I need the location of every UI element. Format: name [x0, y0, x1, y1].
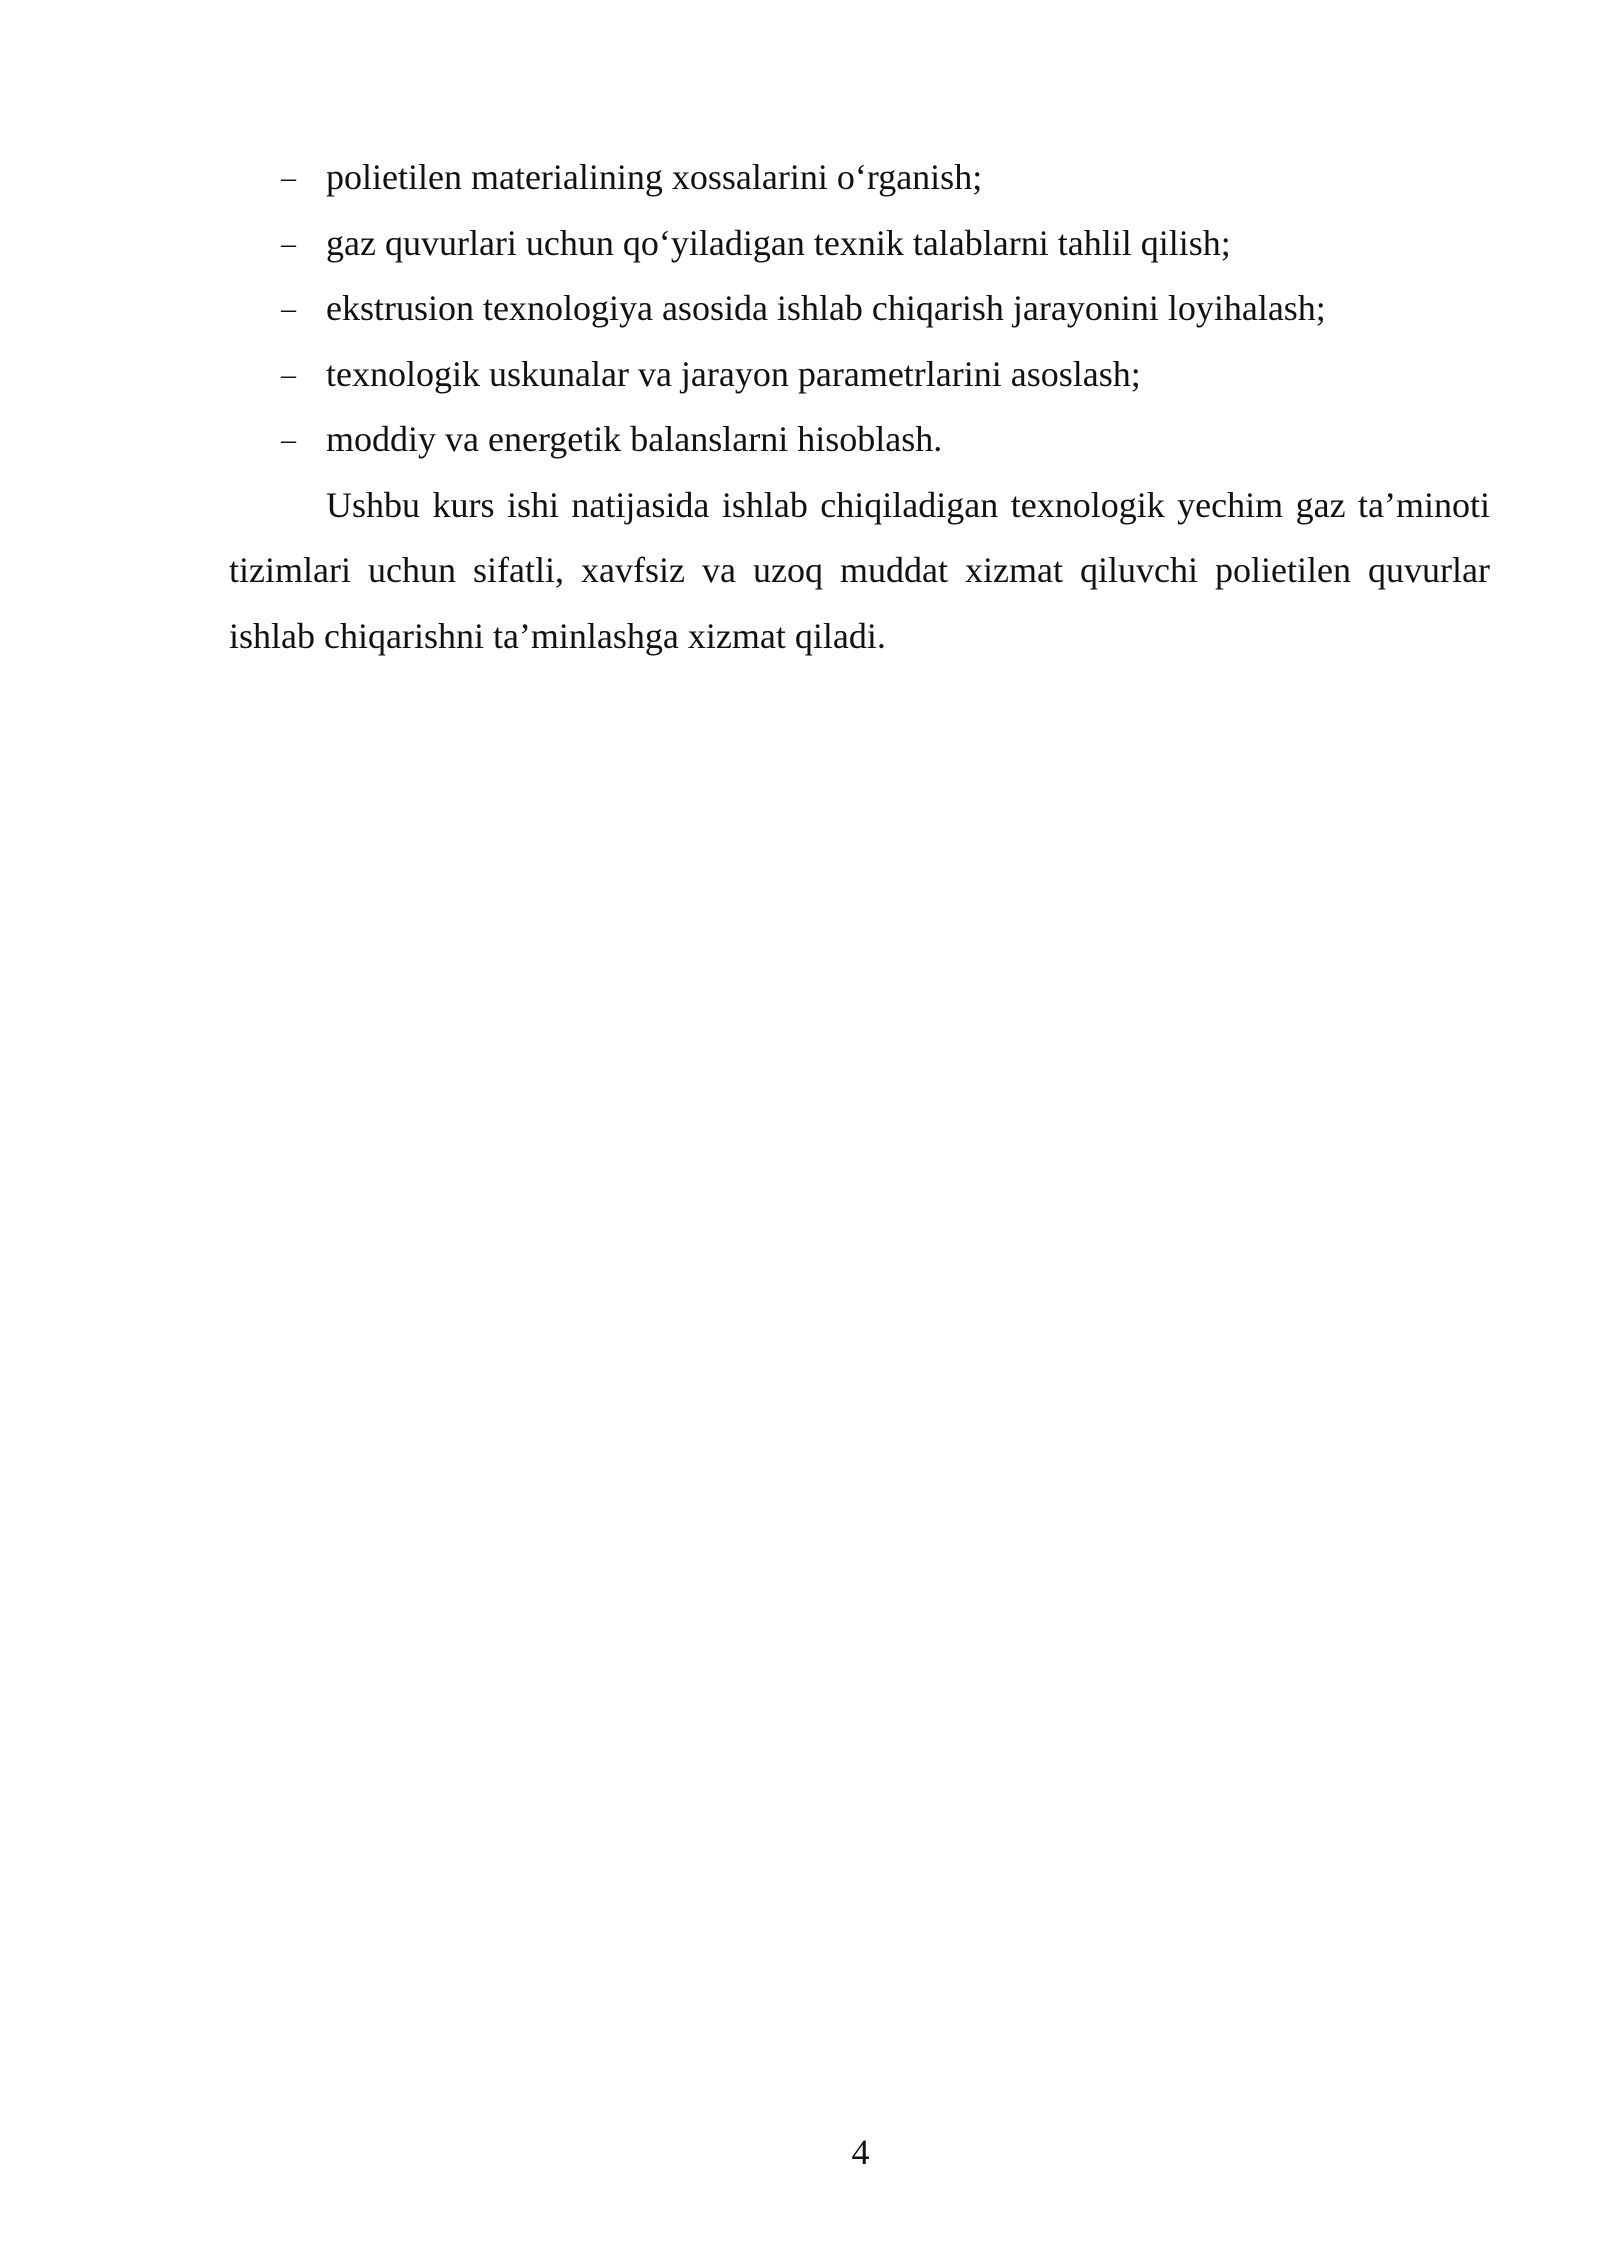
list-item — [229, 407, 1490, 473]
list-item-text: moddiy va energetik balanslarni hisoblash. — [326, 419, 943, 459]
list-item — [229, 276, 1490, 342]
list-item-text: ekstrusion texnologiya asosida ishlab chiqarish jarayonini loyihalash; — [326, 288, 1326, 328]
list-item — [229, 145, 1490, 211]
list-item — [229, 211, 1490, 277]
conclusion-paragraph: Ushbu kurs ishi natijasida ishlab chiqiladigan texnologik yechim gaz ta’minoti tizimlari uchun sifatli, xavfsiz va uzoq muddat xizmat qiluvchi polietilen quvurlar ishlab chiqarishni ta’minlashga xizmat qiladi. — [229, 484, 1490, 656]
dash-bullet-icon: – — [281, 357, 296, 391]
page-content — [229, 145, 1490, 669]
dash-bullet-icon: – — [281, 423, 296, 456]
dash-bullet-icon: – — [281, 292, 296, 325]
dash-bullet-icon: – — [281, 161, 296, 194]
page-number: 4 — [851, 2132, 870, 2172]
list-item-text: gaz quvurlari uchun qo‘yiladigan texnik talablarni tahlil qilish; — [326, 222, 1231, 263]
list-item — [229, 342, 1490, 408]
list-item-text: texnologik uskunalar va jarayon parametrlarini asoslash; — [326, 353, 1141, 394]
objectives-list — [229, 145, 1490, 473]
dash-bullet-icon: – — [281, 226, 296, 260]
list-item-text: polietilen materialining xossalarini o‘rganish; — [326, 157, 983, 197]
